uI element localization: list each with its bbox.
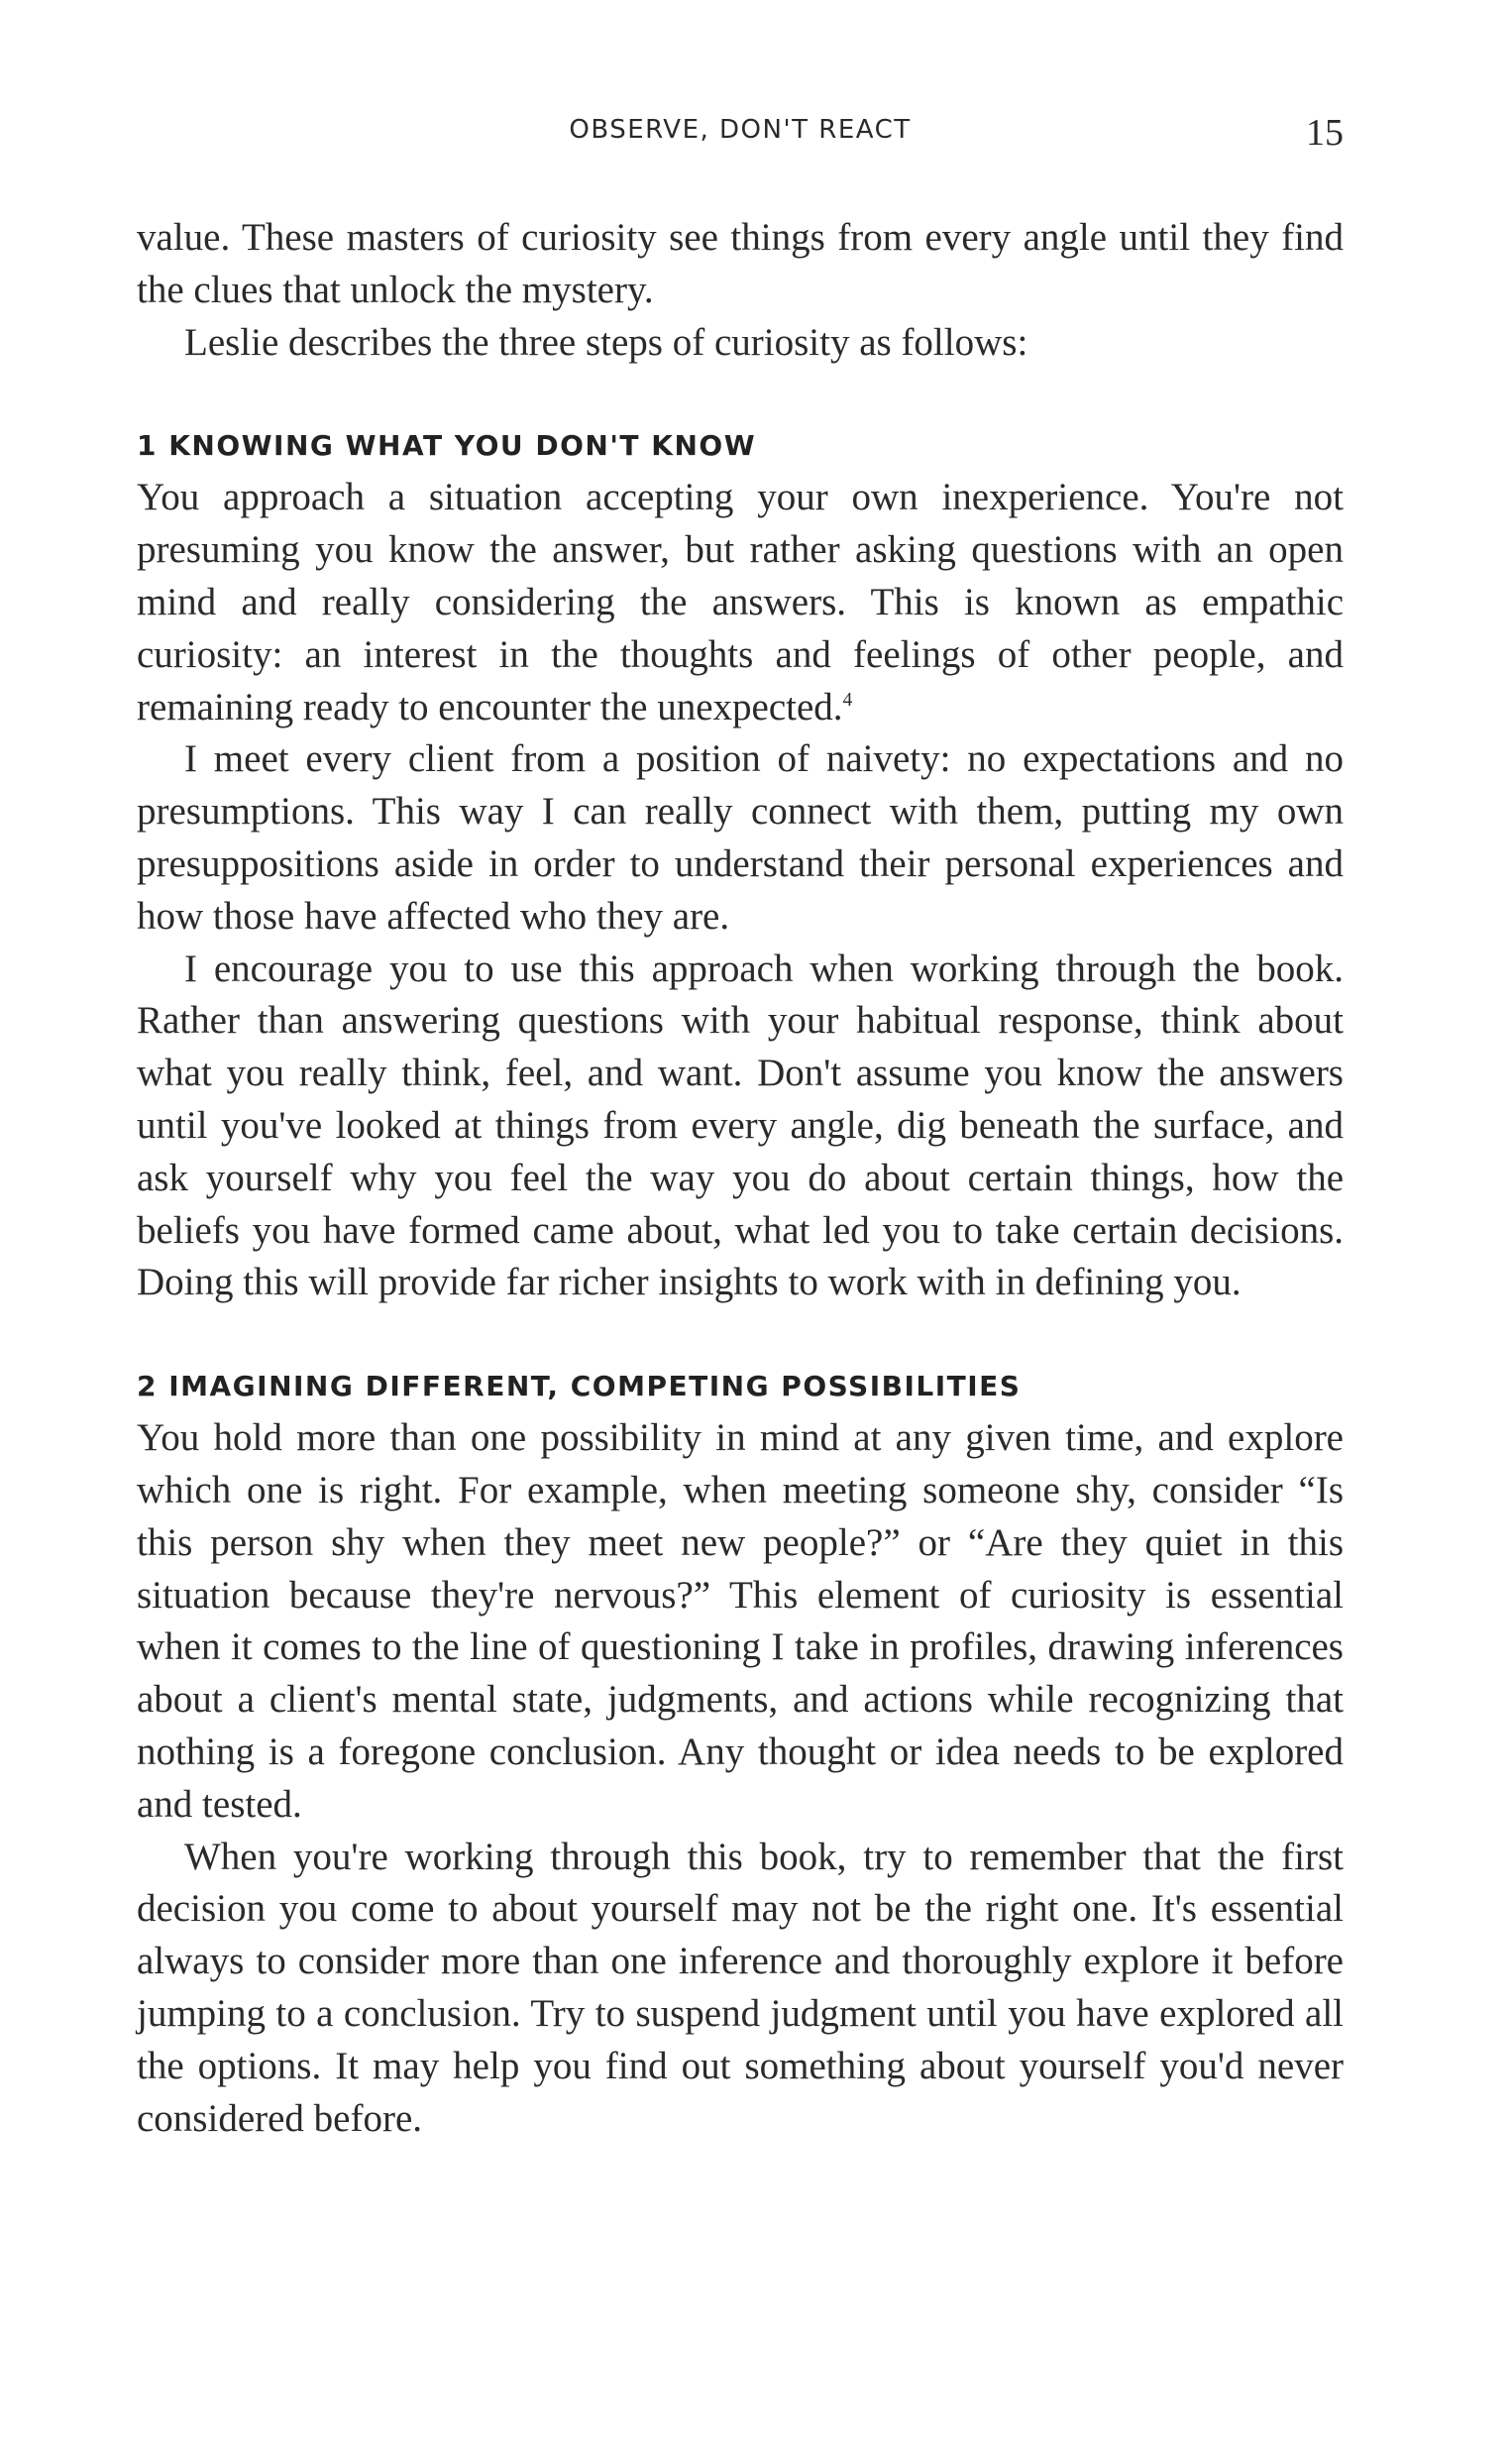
paragraph [137, 472, 1344, 733]
page-number: 15 [1306, 112, 1344, 154]
paragraph: I meet every client from a position of naivety: no expectations and no presumptions. This way I can really connect with them, putting my own presuppositions aside in order to understand their personal experiences and how those have affected who they are. [137, 737, 1344, 938]
footnote-marker: 4 [842, 689, 853, 711]
section-spacer [137, 1309, 1344, 1361]
paragraph: Leslie describes the three steps of curiosity as follows: [184, 320, 1028, 364]
section-heading-2: 2 IMAGINING DIFFERENT, COMPETING POSSIBILITIES [137, 1370, 1022, 1403]
running-head [137, 111, 1344, 161]
paragraph: You hold more than one possibility in mind at any given time, and explore which one is right. For example, when meeting someone shy, consider “Is this person shy when they meet new people?” or “Are they quiet in this situation because they're nervous?” This element of curiosity is essential when it comes to the line of questioning I take in profiles, drawing inferences about a client's mental state, judgments, and actions while recognizing that nothing is a foregone conclusion. Any thought or idea needs to be explored and tested. [137, 1416, 1344, 1826]
section-heading-1: 1 KNOWING WHAT YOU DON'T KNOW [137, 429, 757, 463]
paragraph: I encourage you to use this approach when working through the book. Rather than answering questions with your habitual response, think about what you really think, feel, and want. Don't assume you know the answers until you've looked at things from every angle, dig beneath the surface, and ask yourself why you feel the way you do about certain things, how the beliefs you have formed came about, what led you to take certain decisions. Doing this will provide far richer insights to work with in defining you. [137, 947, 1344, 1304]
section-spacer [137, 369, 1344, 420]
body-text [137, 212, 1344, 2145]
paragraph-text: You approach a situation accepting your own inexperience. You're not presuming you know the answer, but rather asking questions with an open mind and really considering the answers. This is known as empathic curiosity: an interest in the thoughts and feelings of other people, and remaining ready to encounter the unexpected. [137, 476, 1344, 728]
running-head-title: OBSERVE, DON'T REACT [569, 115, 912, 145]
paragraph: value. These masters of curiosity see things from every angle until they find the clues that unlock the mystery. [137, 216, 1344, 311]
paragraph: When you're working through this book, try to remember that the first decision you come to about yourself may not be the right one. It's essential always to consider more than one inference and thoroughly explore it before jumping to a conclusion. Try to suspend judgment until you have explored all the options. It may help you find out something about yourself you'd never considered before. [137, 1835, 1344, 2140]
